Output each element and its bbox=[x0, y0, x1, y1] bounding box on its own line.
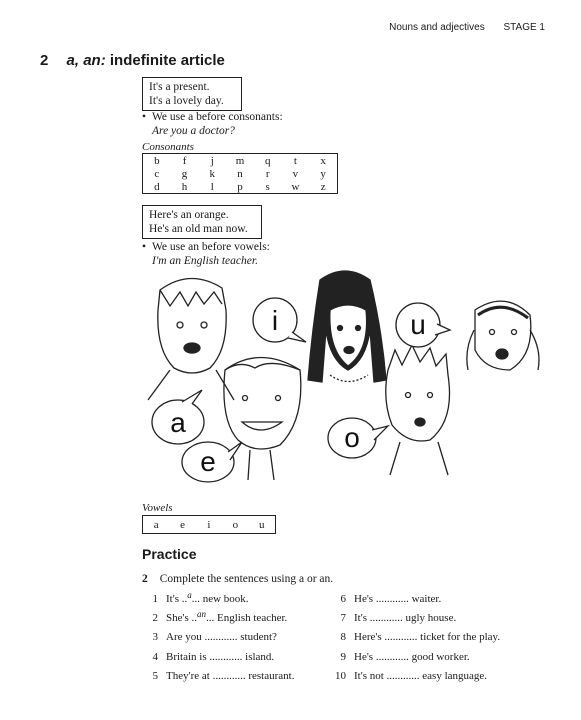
filled-answer: an bbox=[197, 609, 207, 620]
vowels-row bbox=[143, 516, 276, 534]
consonant-cell: x bbox=[320, 154, 326, 167]
consonant-cell: n bbox=[237, 167, 243, 180]
speech-bubble-i-icon bbox=[253, 298, 306, 342]
vowel-cell: e bbox=[180, 518, 186, 531]
item-text-before: He's bbox=[354, 593, 376, 605]
answer-blank[interactable]: ..$^a$... bbox=[181, 590, 200, 605]
item-number: 5 bbox=[152, 669, 158, 682]
item-text-after: student? bbox=[237, 631, 277, 644]
consonant-cell: r bbox=[265, 167, 270, 180]
example-line: Here's an orange. bbox=[149, 209, 229, 221]
consonant-cell: y bbox=[320, 167, 326, 180]
consonant-cell: c bbox=[154, 167, 160, 180]
item-text-before: They're at bbox=[166, 669, 213, 682]
section-title bbox=[40, 52, 225, 69]
consonants-row bbox=[143, 167, 338, 180]
practice-item bbox=[330, 612, 456, 624]
answer-blank[interactable]: ............ bbox=[212, 669, 246, 682]
bubble-letter: o bbox=[344, 422, 360, 453]
face-boy-left-icon bbox=[148, 278, 234, 400]
answer-blank[interactable]: ............ bbox=[209, 650, 243, 663]
item-text-after: ugly house. bbox=[402, 612, 457, 625]
bullet-icon: • bbox=[142, 111, 147, 123]
item-text-after: good worker. bbox=[408, 650, 470, 663]
item-text-before: She's bbox=[166, 612, 192, 625]
instruction-text: Complete the sentences using a or an. bbox=[159, 573, 334, 585]
section-name: Nouns and adjectives bbox=[389, 22, 485, 33]
practice-item bbox=[142, 590, 249, 605]
consonant-cell: p bbox=[237, 180, 243, 193]
practice-item bbox=[142, 651, 274, 663]
consonants-table bbox=[142, 153, 338, 194]
practice-item bbox=[330, 593, 441, 605]
item-text-after: restaurant. bbox=[245, 669, 295, 682]
answer-blank[interactable]: ..$^{an}$... bbox=[191, 609, 215, 625]
item-number: 1 bbox=[152, 593, 158, 605]
answer-blank[interactable]: ............ bbox=[375, 593, 409, 605]
item-number: 10 bbox=[335, 669, 346, 682]
item-text-before: It's bbox=[354, 612, 370, 625]
practice-item bbox=[330, 631, 500, 643]
filled-answer: a bbox=[187, 590, 192, 600]
face-boy-center-icon bbox=[224, 358, 301, 481]
item-text-after: easy language. bbox=[419, 669, 488, 682]
practice-item bbox=[330, 670, 487, 682]
vowel-cell: i bbox=[207, 518, 211, 531]
answer-blank[interactable]: ............ bbox=[204, 631, 238, 644]
item-number: 2 bbox=[152, 612, 158, 625]
practice-item bbox=[142, 609, 288, 625]
item-text-before: Britain is bbox=[166, 650, 210, 663]
title-words: a, an: bbox=[66, 52, 106, 69]
example-line: He's an old man now. bbox=[149, 223, 248, 235]
consonant-cell: f bbox=[182, 154, 187, 167]
vowel-cell: o bbox=[232, 518, 239, 531]
practice-item bbox=[330, 651, 470, 663]
rule-example: Are you a doctor? bbox=[152, 125, 235, 137]
bubble-letter: i bbox=[271, 305, 279, 336]
exercise-instruction bbox=[142, 573, 333, 585]
rule-text: We use an before vowels: bbox=[152, 241, 270, 253]
example-box-a bbox=[142, 77, 242, 111]
consonant-cell: l bbox=[210, 180, 214, 193]
example-line: It's a lovely day. bbox=[149, 95, 224, 107]
item-text-after: waiter. bbox=[408, 593, 442, 605]
practice-item bbox=[142, 670, 294, 682]
item-text-after: island. bbox=[242, 650, 275, 663]
vowels-table bbox=[142, 515, 276, 534]
rule-vowels bbox=[142, 240, 270, 268]
section-number: 2 bbox=[40, 52, 49, 69]
consonant-cell: h bbox=[181, 180, 188, 193]
exercise-number: 2 bbox=[142, 573, 148, 585]
rule-example: I'm an English teacher. bbox=[152, 255, 258, 267]
bubble-letter: e bbox=[200, 446, 216, 477]
stage-label: STAGE 1 bbox=[503, 22, 545, 33]
example-line: It's a present. bbox=[149, 81, 210, 93]
practice-title: Practice bbox=[142, 546, 197, 562]
answer-blank[interactable]: ............ bbox=[375, 650, 409, 663]
title-rest: indefinite article bbox=[109, 52, 225, 69]
consonant-cell: t bbox=[293, 154, 297, 167]
answer-blank[interactable]: ............ bbox=[386, 669, 420, 682]
consonants-caption: Consonants bbox=[142, 141, 194, 153]
consonant-cell: w bbox=[291, 180, 300, 193]
item-number: 4 bbox=[152, 650, 158, 663]
consonant-cell: d bbox=[154, 180, 160, 193]
item-text-before: Here's bbox=[354, 631, 385, 644]
consonant-cell: q bbox=[264, 154, 271, 167]
answer-blank[interactable]: ............ bbox=[369, 612, 403, 625]
item-text-before: He's bbox=[354, 650, 376, 663]
bubble-letter: a bbox=[170, 407, 186, 438]
bubble-letter: u bbox=[410, 309, 426, 340]
consonants-row bbox=[143, 154, 338, 168]
example-box-an bbox=[142, 205, 262, 239]
vowel-cell: a bbox=[153, 518, 159, 531]
item-number: 8 bbox=[340, 631, 346, 644]
item-number: 9 bbox=[340, 650, 346, 663]
item-text-after: English teacher. bbox=[214, 612, 288, 625]
item-number: 3 bbox=[152, 631, 158, 644]
item-text-before: It's not bbox=[354, 669, 387, 682]
item-number: 7 bbox=[340, 612, 346, 625]
face-boy-right-icon bbox=[386, 345, 450, 475]
consonants-row bbox=[143, 180, 338, 194]
consonant-cell: k bbox=[209, 167, 215, 180]
vowel-cell: u bbox=[259, 518, 265, 531]
consonant-cell: m bbox=[235, 154, 245, 167]
consonant-cell: b bbox=[154, 154, 160, 167]
item-text-after: new book. bbox=[199, 593, 249, 605]
face-girl-center-icon bbox=[308, 271, 386, 382]
faces-illustration bbox=[130, 270, 550, 495]
consonant-cell: s bbox=[265, 180, 270, 193]
bullet-icon: • bbox=[142, 241, 147, 253]
rule-text: We use a before consonants: bbox=[152, 111, 283, 123]
consonant-cell: v bbox=[292, 167, 299, 180]
practice-item bbox=[142, 631, 277, 643]
item-text-before: It's bbox=[166, 593, 182, 605]
consonant-cell: j bbox=[210, 154, 214, 167]
item-number: 6 bbox=[340, 593, 346, 605]
page-header bbox=[373, 22, 545, 33]
vowels-caption: Vowels bbox=[142, 502, 173, 514]
item-text-before: Are you bbox=[166, 631, 205, 644]
answer-blank[interactable]: ............ bbox=[384, 631, 418, 644]
rule-consonants bbox=[142, 110, 283, 138]
item-text-after: ticket for the play. bbox=[417, 631, 501, 644]
face-girl-right-icon bbox=[467, 301, 539, 370]
consonant-cell: g bbox=[181, 167, 188, 180]
consonant-cell: z bbox=[320, 180, 326, 193]
